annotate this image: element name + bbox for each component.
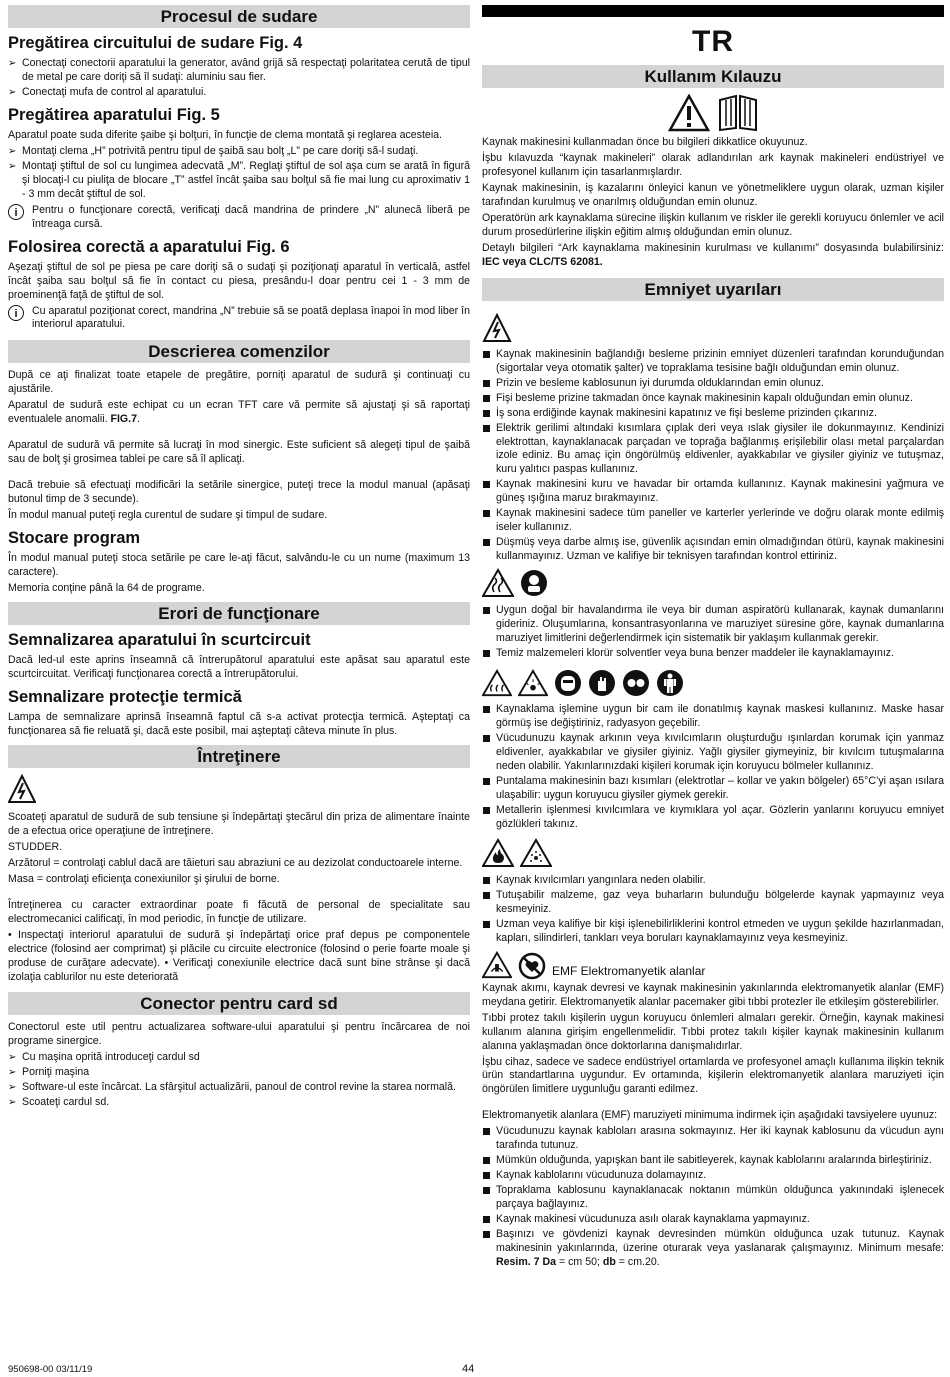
welding-mask-icon [554,669,582,697]
paragraph: Aparatul poate suda diferite şaibe şi bolţuri, în funcţie de clema montată şi reglarea acesteia. [8,128,443,141]
info-note [8,305,470,333]
list-item: Temiz malzemeleri klorür solventler veya buna benzer maddeler ile kaynaklamayınız. [482,647,944,661]
top-black-bar [482,5,944,17]
section-bar-intretinere: Întreţinere [8,745,470,768]
list-item: Prizin ve besleme kablosunun iyi durumda olduklarından emin olunuz. [482,377,944,391]
list-item: Kaynak makinesinin bağlandığı besleme prizinin emniyet düzenleri tarafından korunduğundan (sigortalar veya otomatik şalter) ve topraklama tesisine bağlı olduğundan emin olunuz. [482,348,944,376]
list-item: ➢ Scoateţi cardul sd. [8,1096,470,1110]
intro-icons [482,94,944,132]
paragraph: Dacă led-ul este aprins înseamnă că întrerupătorul aparatului este apăsat sau aparatul este scurtcircuitat. Verificaţi funcţionarea corectă a întrerupătorului. [8,654,470,680]
conector-list [8,1051,470,1110]
explosion-icon [520,838,552,868]
list-item: Kaynak makinesini kuru ve havadar bir ortamda kullanınız. Kaynak makinesini yağmura ve güneş ışığına maruz bırakmayınız. [482,478,944,506]
paragraph: Arzătorul = controlaţi cablul dacă are tăieturi sau abraziuni ce au dezizolat conductoarele interne. [8,856,463,869]
paragraph: Kaynak makinesini kullanmadan önce bu bilgileri dikkatlice okuyunuz. [482,136,808,148]
ppe-icons [482,669,944,697]
fume-icons [482,568,944,598]
paragraph: STUDDER. [8,840,63,853]
list-item: Kaynak makinesi vücudunuza asılı olarak kaynaklama yapmayınız. [482,1213,944,1227]
language-code: TR [692,25,734,58]
fire-icons [482,838,944,868]
electric-shock-icon [482,313,944,348]
list-item: Metallerin işlenmesi kıvılcımlara ve kıymıklara yol açar. Gözlerin yanlarını koruyucu emniyet gözlükleri takınız. [482,804,944,832]
paragraph: Aşezaţi ştiftul de sol pe piesa pe care doriţi să o sudaţi şi poziţionaţi aparatul în verticală, astfel încât şaiba sau bolţul să fie în contact cu piesa, presându-l doar pentru cei 1 - 3 mm de proeminenţă faţă de ştiftul de sol. [8,260,470,301]
warning-triangle-icon [668,94,710,132]
list-item: Kaynaklama işlemine uygun bir cam ile donatılmış kaynak maskesi kullanınız. Maske hasar görmüş ise değiştiriniz, radyasyon geçebilir. [482,703,944,731]
text: Başınızı ve gövdenizi kaynak devresinden mümkün olduğunca uzak tutunuz. Kaynak makinesinin yakınlarında, üzerine oturarak veya yaslanarak çalışmayınız. Minimum mesafe: [496,1228,944,1255]
list-item: Mümkün olduğunda, yapışkan bant ile sabitleyerek, kaynak kablolarını aralarında birleştiriniz. [482,1154,944,1168]
paragraph [482,242,944,270]
list-item: Düşmüş veya darbe almış ise, güvenlik açısından emin olmadığından ötürü, kaynak makinesini kullanmayınız. Uzman ve kalifiye bir teknisyen tarafından kontrol ettiriniz. [482,536,944,564]
list-item: Vücudunuzu kaynak kabloları arasına sokmayınız. Her iki kaynak kablosunu da vücudun aynı tarafında tutunuz. [482,1125,944,1153]
list-item: ➢ Conectaţi conectorii aparatului la generator, având grijă să respectaţi polaritatea cerută de tipul de metal pe care doriţi să îl sudaţi: aluminiu sau fier. [8,57,470,85]
aparat-list [8,145,470,202]
protective-suit-icon [656,669,684,697]
paragraph: Kaynak makinesinin, iş kazalarını önleyici kanun ve yönetmeliklere uygun olarak, uzman kişiler tarafından kurulmuş ve onarılmış olduğundan emin olunuz. [482,181,944,208]
fume-safety-list [482,604,944,661]
paragraph: Întreţinerea cu caracter extraordinar poate fi făcută de personal de specialitate sau electromecanici calificaţi, în mod periodic, în funcţie de utilizare. [8,898,470,925]
list-item: ➢ Porniţi maşina [8,1066,470,1080]
list-item: Puntalama makinesinin bazı kısımları (elektrotlar – kollar ve yakın bölgeler) 65°C’yi aşan ısılara ulaşabilir: uygun koruyucu giysiler giymek gerekir. [482,775,944,803]
electric-safety-list [482,348,944,565]
paragraph: Memoria conţine până la 64 de programe. [8,582,205,595]
paragraph: İşbu kılavuzda “kaynak makineleri” olarak adlandırılan ark kaynak makineleri endüstriyel ve profesyonel kullanım için tasarlanmışlardır. [482,151,944,178]
heading-circuit: Pregătirea circuitului de sudare Fig. 4 [8,34,303,52]
section-bar-proces: Procesul de sudare [8,5,470,28]
text: Aparatul de sudură este echipat cu un ecran TFT care vă permite să ajustaţi şi să raportaţi eventualele anomalii. [8,399,470,426]
paragraph: • Inspectaţi interiorul aparatului de sudură şi îndepărtaţi orice praf depus pe componentele electrice (folosind aer comprimat) şi plăcile cu circuite electronice (folosind o perie foarte moale şi produse de curăţare adecvate). • Verificaţi conexiunile electrice dacă sunt bine strânse şi dacă izolaţia cablurilor nu este deteriorată [8,928,470,983]
standard-ref: IEC veya CLC/TS 62081. [482,255,603,268]
paragraph: Kaynak akımı, kaynak devresi ve kaynak makinesinin yakınlarında elektromanyetik alanlar (EMF) meydana getirir. Elektromanyetik alanlar pacemaker gibi tıbbi protezler ile etkileşim gösterebilirler. [482,981,944,1008]
emf-list [482,1125,944,1270]
info-icon: i [8,305,24,321]
fire-icon [482,838,514,868]
list-item: Kaynak kablolarını vücudunuza dolamayınız. [482,1169,944,1183]
list-item: ➢ Montaţi clema „H” potrivită pentru tipul de şaibă sau bolţ „L” pe care doriţi să-l sudaţi. [8,145,470,159]
fumes-icon [482,568,514,598]
db-ref: db [602,1256,616,1269]
right-column [482,5,944,1271]
list-item: ➢ Cu maşina oprită introduceţi cardul sd [8,1051,470,1065]
info-note [8,204,470,232]
figure-ref: Resim. 7 Da [496,1256,557,1269]
gloves-icon [588,669,616,697]
paragraph: După ce aţi finalizat toate etapele de pregătire, porniţi aparatul de sudură şi continuaţi cu ajustările. [8,369,470,396]
section-bar-conector: Conector pentru card sd [8,992,470,1015]
paragraph: Elektromanyetik alanlara (EMF) maruziyeti minimuma indirmek için aşağıdaki tavsiyelere uyunuz: [482,1109,938,1122]
list-item: Uzman veya kalifiye bir kişi işlenebilirliklerini kontrol etmeden ve uygun şekilde hazırlanmadan, kapları, silindirleri, tankları veya boruları kaynaklamayınız veya kesmeyiniz. [482,918,944,946]
section-bar-erori: Erori de funcţionare [8,602,470,625]
paragraph: Masa = controlaţi eficienţa conexiunilor şi şirului de borne. [8,872,280,885]
heading-stocare: Stocare program [8,529,141,548]
left-column [8,5,470,1111]
paragraph: Lampa de semnalizare aprinsă înseamnă faptul că s-a activat protecţia termică. Aşteptaţi ca funcţionarea să fie reluată şi, dacă este posibil, mai aşteptaţi câteva minute în plus. [8,710,470,737]
heading-folosire: Folosirea corectă a aparatului Fig. 6 [8,237,290,256]
list-item: Kaynak makinesini sadece tüm paneller ve karterler yerlerinde ve doğru olarak monte edilmiş iseler kullanınız. [482,507,944,535]
paragraph: Conectorul este util pentru actualizarea software-ului aparatului şi pentru încărcarea de noi programe sinergice. [8,1021,470,1048]
respirator-icon [520,569,548,597]
text: = cm 50; [556,1256,603,1269]
paragraph: În modul manual puteţi stoca setările pe care le-aţi făcut, salvându-le cu un nume (maximum 13 caractere). [8,552,470,579]
hot-surface-icon [482,669,512,697]
text: = cm.20. [615,1256,660,1269]
list-item: İş sona erdiğinde kaynak makinesini kapatınız ve fişi besleme prizinden çıkarınız. [482,407,944,421]
list-item: ➢ Software-ul este încărcat. La sfârşitul actualizării, panoul de control revine la starea normală. [8,1081,470,1095]
emf-header [482,950,944,980]
section-bar-comenzi: Descrierea comenzilor [8,340,470,363]
text: . [136,413,140,426]
paragraph: Aparatul de sudură vă permite să lucraţi în mod sinergic. Este suficient să alegeţi tipul de şaibă sau de bolţ şi grosimea tablei pe care să îl aplicaţi. [8,439,470,466]
list-item: Kaynak kıvılcımları yangınlara neden olabilir. [482,874,944,888]
info-text: Pentru o funcţionare corectă, verificaţi dacă mandrina de prindere „N” alunecă liberă pe întreaga cursă. [32,203,470,230]
no-pacemaker-icon [518,952,546,980]
ppe-safety-list [482,703,944,832]
goggles-icon [622,669,650,697]
electric-shock-icon [8,774,470,809]
list-item: Vücudunuzu kaynak arkının veya kıvılcımların oluşturduğu ışınlardan korumak için yanmaz eldivenler, ayakkabılar ve giysiler giyiniz. Yağlı giysiler giymeyiniz, bir kıvılcım tutuşmalarına neden olabilir. Yakınlarınızdaki kişileri korumak için koruyucu bölmeler kullanınız. [482,732,944,774]
open-book-icon [718,94,758,132]
paragraph: Scoateţi aparatul de sudură de sub tensiune şi îndepărtaţi ştecărul din priza de alimentare înainte de a efectua orice operaţiune de întreţinere. [8,810,470,837]
section-bar-emniyet: Emniyet uyarıları [482,278,944,301]
emf-title: EMF Elektromanyetik alanlar [552,963,706,978]
figure-ref: FIG.7 [110,413,137,426]
list-item: Topraklama kablosunu kaynaklanacak noktanın mümkün olduğunca yakınındaki işlenecek parçaya bağlayınız. [482,1184,944,1212]
page-number: 44 [462,1363,475,1375]
section-bar-kilavuz: Kullanım Kılauzu [482,65,944,88]
paragraph: Operatörün ark kaynaklama sürecine ilişkin kullanım ve riskler ile gerekli koruyucu önlemler ve acil durum prosedürlerine ilişkin eğitim almış olduğundan emin olunuz. [482,211,944,238]
heading-aparat: Pregătirea aparatului Fig. 5 [8,105,220,124]
heading-scurtcircuit: Semnalizarea aparatului în scurtcircuit [8,631,311,650]
heading-termic: Semnalizare protecţie termică [8,687,242,706]
paragraph: Tıbbi protez takılı kişilerin uygun koruyucu önlemleri almaları gerekir. Örneğin, kaynak makinesi kullanım alanına girişim engellenmelidir. Tıbbi protez takılı kişiler kaynak makinesinin kullanım alanına yaklaşmadan önce doktorlarına danışmalıdırlar. [482,1011,944,1052]
list-item: Fişi besleme prizine takmadan önce kaynak makinesinin kapalı olduğundan emin olunuz. [482,392,944,406]
info-icon: i [8,204,24,220]
paragraph: Dacă trebuie să efectuaţi modificări la setările sinergice, puteţi trece la modul manual (apăsaţi butonul timp de 3 secunde). [8,479,470,506]
list-item [482,1228,944,1270]
document-code: 950698-00 03/11/19 [8,1364,93,1375]
fire-safety-list [482,874,944,946]
list-item: ➢ Montaţi ştiftul de sol cu lungimea adecvată „M”. Reglaţi ştiftul de sol aşa cum se arată în figură şi blocaţi-l cu piuliţa de blocare „T” astfel încât şaiba sau bolţul să fie mai lung cu aproximativ 1 - 3 mm decât ştiftul de sol. [8,160,470,202]
info-text: Cu aparatul poziţionat corect, mandrina „N” trebuie să se poată deplasa înapoi în mod liber în interiorul aparatului. [32,304,470,331]
list-item: Tutuşabilir malzeme, gaz veya buharların bulunduğu bölgelerde kaynak yapmayınız veya kesmeyiniz. [482,889,944,917]
circuit-list [8,57,470,100]
list-item: Elektrik gerilimi altındaki kısımlara çıplak deri veya ıslak giysiler ile dokunmayınız. Kendinizi elektrottan, kaynaklanacak parçadan ve toprağa bağlanmış erişilebilir olası metal parçalardan izole ediniz. Bu amaç için öngörülmüş eldivenler, ayakkabılar ve giysiler giyiniz ve tutuşmaz, kuru yalıtıcı paspas kullanınız. [482,422,944,478]
list-item: ➢ Conectaţi mufa de control al aparatului. [8,86,470,100]
paragraph: İşbu cihaz, sadece ve sadece endüstriyel ortamlarda ve profesyonel amaçlı kullanıma ilişkin teknik ürün standartlarına uygundur. Ev ortamında, kişilerin elektromanyetik alanlara maruziyeti için öngörülen limitlere uygunluğu garanti edilmez. [482,1055,944,1096]
sparks-warning-icon [518,669,548,697]
list-item: Uygun doğal bir havalandırma ile veya bir duman aspiratörü kullanarak, kaynak dumanlarını gideriniz. Oluşumlarına, konsantrasyonlarına ve maruziyet süresine göre, kaynak dumanlarına maruziyet limitlerini değerlendirmek için sistematik bir yaklaşım kullanmak gerekir. [482,604,944,646]
paragraph: În modul manual puteţi regla curentul de sudare şi timpul de sudare. [8,509,328,522]
emf-warning-icon [482,950,512,980]
text: Detaylı bilgileri “Ark kaynaklama makinesinin kurulması ve kullanımı” dosyasında bulabilirsiniz: [482,241,944,254]
paragraph [8,399,470,427]
